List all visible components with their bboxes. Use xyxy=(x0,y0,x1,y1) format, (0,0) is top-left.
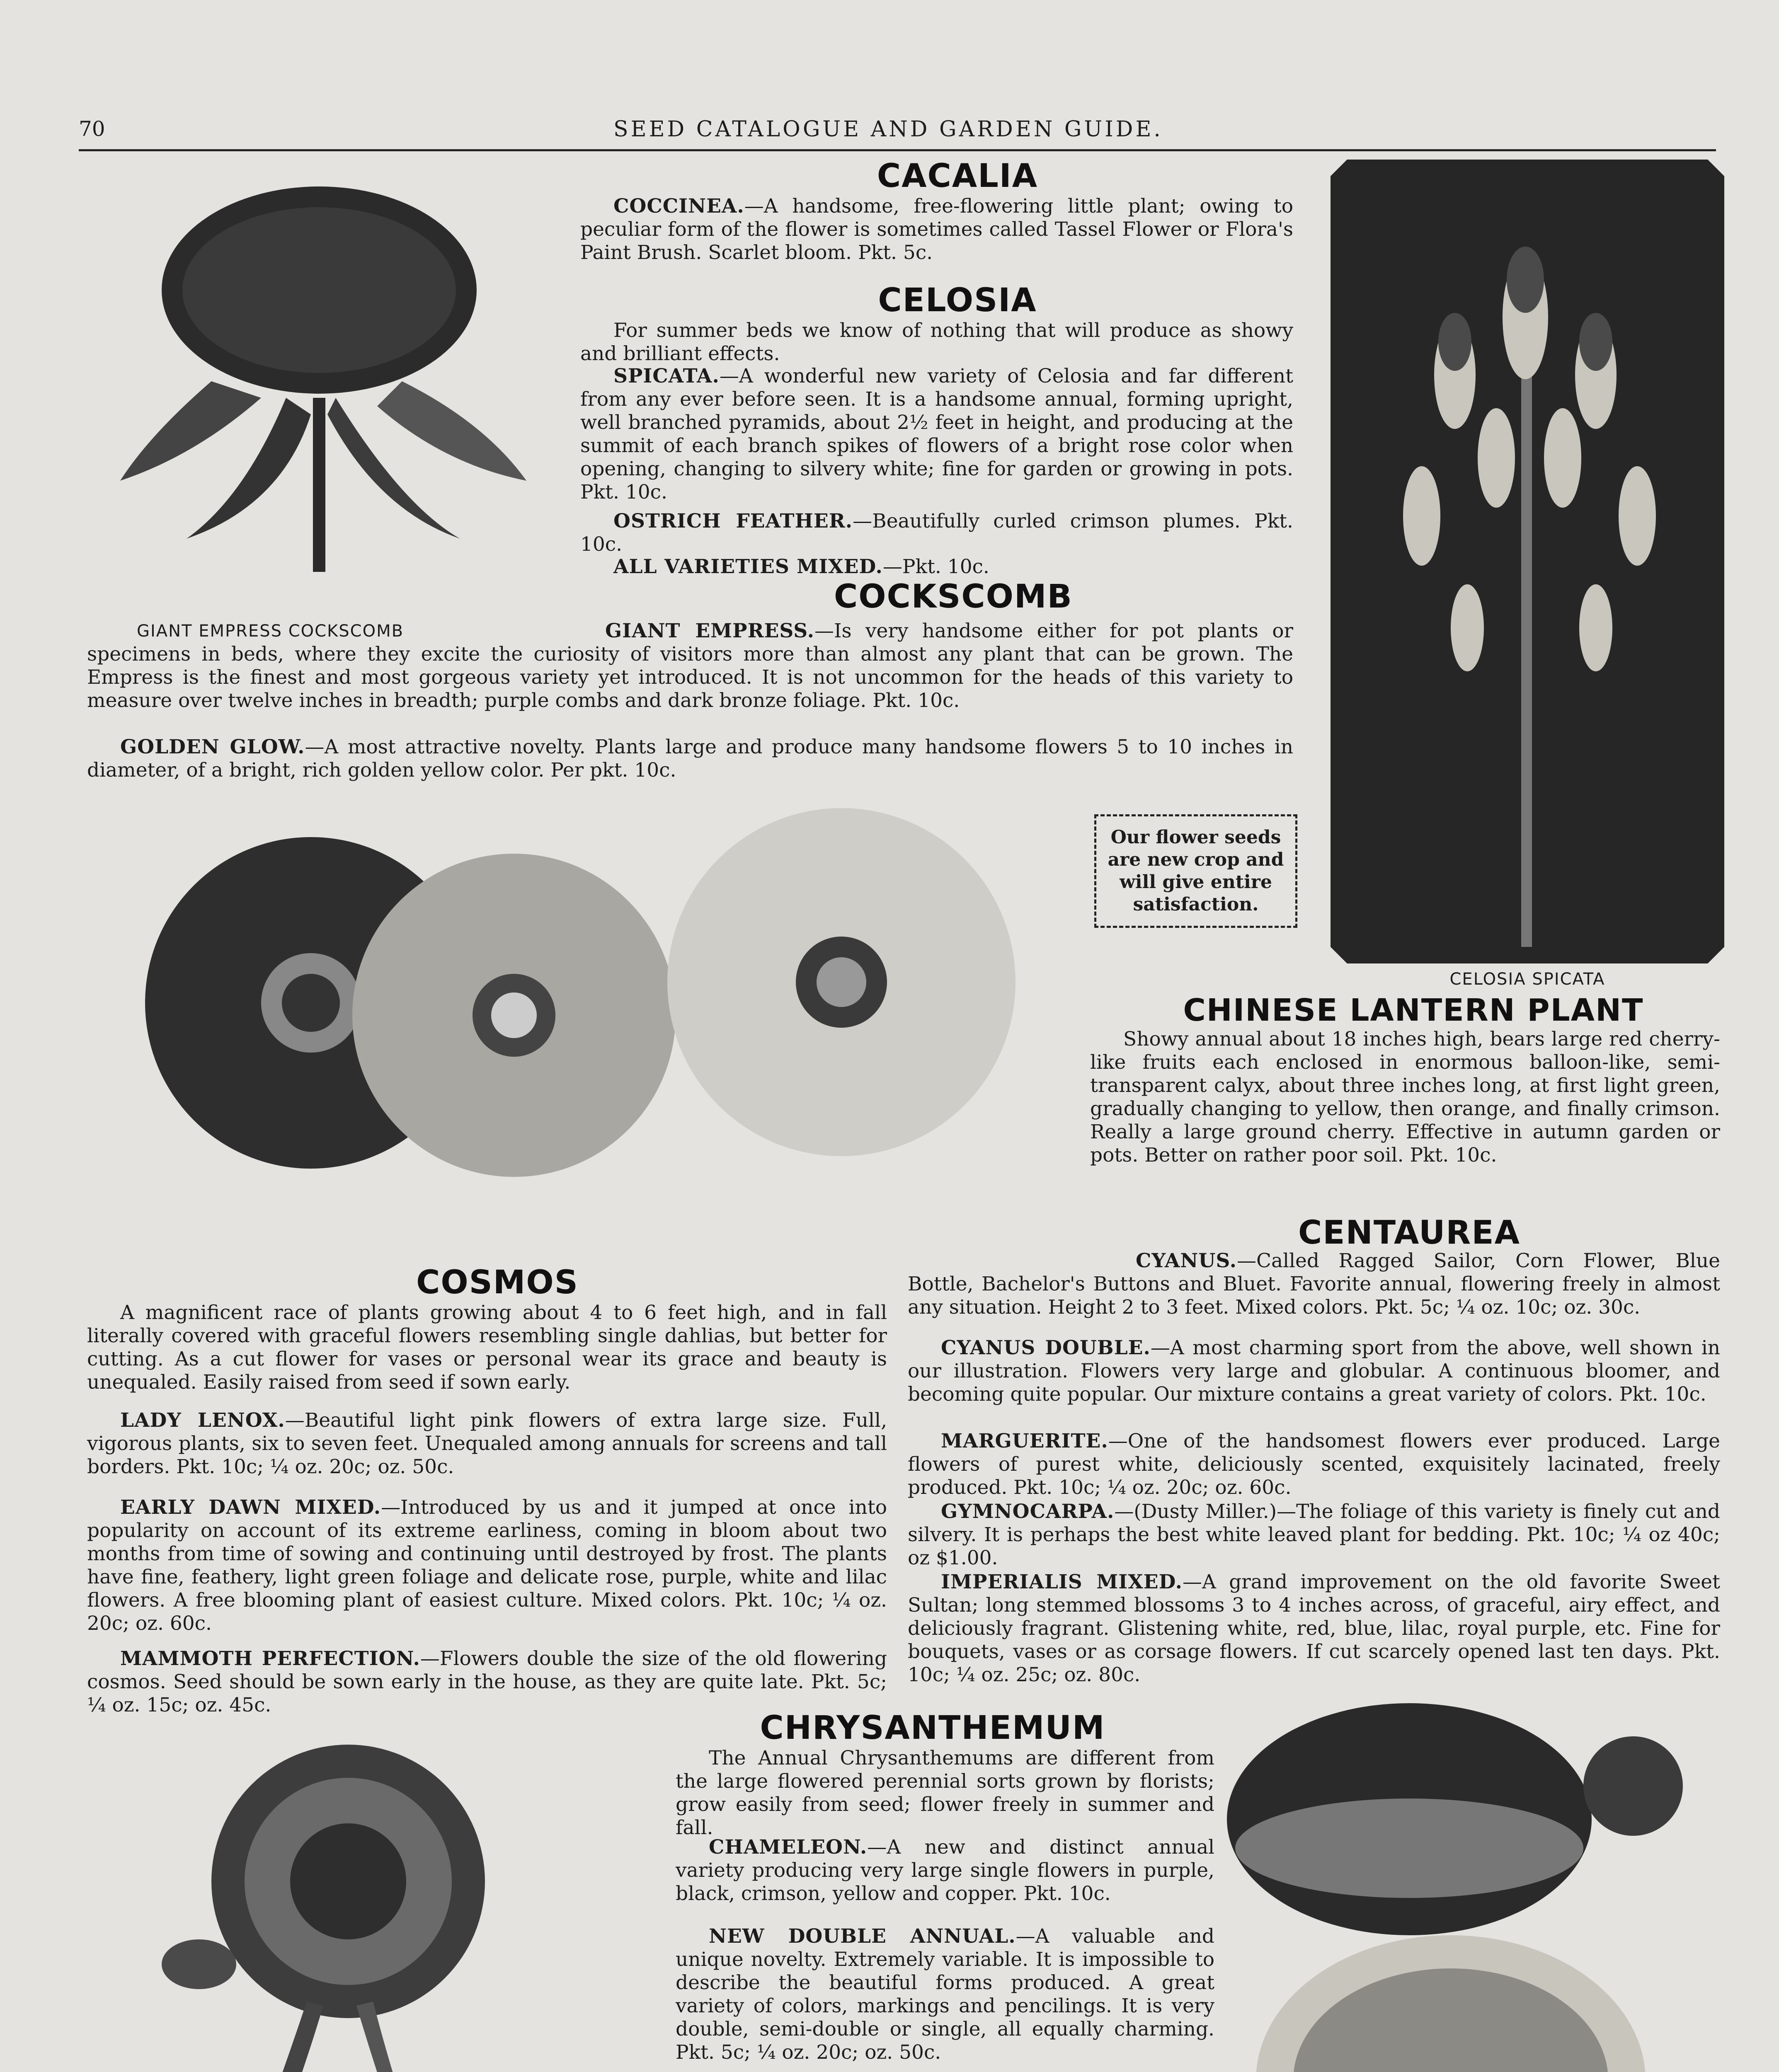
centaurea-heading: CENTAUREA xyxy=(1298,1214,1520,1251)
double-annual-chrysanthemums-illustration xyxy=(1219,1691,1724,2072)
chrysanthemum-intro: The Annual Chrysanthemums are different from the large flowered perennial sorts grown by florists; grow easily from seed; flower freely in summer and fall. xyxy=(676,1747,1214,1839)
cacalia-heading: CACALIA xyxy=(877,157,1038,195)
cockscomb-giant-empress: GIANT EMPRESS.—Is very handsome either for pot plants or specimens in beds, where they excite the curiosity of visitors more than almost any plant that can be grown. The Empress is the finest and most gorgeous variety yet introduced. It is not uncommon for the heads of this variety to measure over twelve inches in breadth; purple combs and dark bronze foliage. Pkt. 10c. xyxy=(87,620,1293,712)
celosia-spicata-illustration xyxy=(1331,160,1724,963)
page-number: 70 xyxy=(79,117,105,141)
giant-empress-cockscomb-illustration xyxy=(87,166,576,613)
cosmos-heading: COSMOS xyxy=(416,1264,579,1301)
page-header-title: SEED CATALOGUE AND GARDEN GUIDE. xyxy=(613,117,1163,142)
celosia-intro: For summer beds we know of nothing that will produce as showy and brilliant effects. xyxy=(580,319,1293,365)
header-rule xyxy=(79,149,1716,151)
cosmos-mammoth-perfection: MAMMOTH PERFECTION.—Flowers double the size of the old flowering cosmos. Seed should be sown early in the house, as they are quite late. Pkt. 5c; ¼ oz. 15c; oz. 45c. xyxy=(87,1647,887,1716)
cockscomb-golden-glow: GOLDEN GLOW.—A most attractive novelty. Plants large and produce many handsome flowers 5 to 10 inches in diameter, of a bright, rich golden yellow color. Per pkt. 10c. xyxy=(87,736,1294,782)
double-centaurea-illustration xyxy=(91,1732,589,2072)
cacalia-coccinea: COCCINEA.—A handsome, free-flowering little plant; owing to peculiar form of the flower is sometimes called Tassel Flower or Flora's Paint Brush. Scarlet bloom. Pkt. 5c. xyxy=(580,195,1293,264)
celosia-heading: CELOSIA xyxy=(878,282,1037,319)
cosmos-intro: A magnificent race of plants growing about 4 to 6 feet high, and in fall literally covered with graceful flowers resembling single dahlias, but better for cutting. As a cut flower for vases or personal wear its grace and beauty is unequaled. Easily raised from seed if sown early. xyxy=(87,1301,887,1394)
chrysanthemum-new-double: NEW DOUBLE ANNUAL.—A valuable and unique novelty. Extremely variable. It is impossible to describe the beautiful forms produced. A great variety of colors, markings and pencilings. It is very double, semi-double or single, all equally charming. Pkt. 5c; ¼ oz. 20c; oz. 50c. xyxy=(676,1925,1214,2064)
centaurea-imperialis: IMPERIALIS MIXED.—A grand improvement on the old favorite Sweet Sultan; long stemmed blossoms 3 to 4 inches across, of graceful, airy effect, and deliciously fragrant. Glistening white, red, blue, lilac, royal purple, etc. Fine for bouquets, vases or as corsage flowers. If cut scarcely opened last ten days. Pkt. 10c; ¼ oz. 25c; oz. 80c. xyxy=(908,1571,1720,1686)
celosia-ostrich-feather: OSTRICH FEATHER.—Beautifully curled crimson plumes. Pkt. 10c. xyxy=(580,510,1294,556)
chinese-lantern-text: Showy annual about 18 inches high, bears large red cherry-like fruits each enclosed in enormous balloon-like, semi-transparent calyx, about three inches long, at first light green, gradually changing to yellow, then orange, and finally crimson. Really a large ground cherry. Effective in autumn garden or pots. Better on rather poor soil. Pkt. 10c. xyxy=(1090,1028,1720,1167)
cosmos-flowers-illustration xyxy=(95,808,1069,1268)
chrysanthemum-heading: CHRYSANTHEMUM xyxy=(760,1709,1105,1747)
centaurea-cyanus: CYANUS.—Called Ragged Sailor, Corn Flower, Blue Bottle, Bachelor's Buttons and Bluet. Favorite annual, flowering freely in almost any situation. Height 2 to 3 feet. Mixed colors. Pkt. 5c; ¼ oz. 10c; oz. 30c. xyxy=(908,1249,1720,1319)
cosmos-early-dawn: EARLY DAWN MIXED.—Introduced by us and it jumped at once into popularity on account of its extreme earliness, coming in bloom about two months from time of sowing and continuing until destroyed by frost. The plants have fine, feathery, light green foliage and delicate rose, purple, white and lilac flowers. A free blooming plant of easiest culture. Mixed colors. Pkt. 10c; ¼ oz. 20c; oz. 60c. xyxy=(87,1496,887,1635)
chinese-lantern-heading: CHINESE LANTERN PLANT xyxy=(1183,992,1644,1028)
centaurea-gymnocarpa: GYMNOCARPA.—(Dusty Miller.)—The foliage of this variety is finely cut and silvery. It is perhaps the best white leaved plant for bedding. Pkt. 10c; ¼ oz 40c; oz $1.00. xyxy=(908,1500,1720,1569)
centaurea-marguerite: MARGUERITE.—One of the handsomest flowers ever produced. Large flowers of purest white, deliciously scented, exquisitely lacinated, freely produced. Pkt. 10c; ¼ oz. 20c; oz. 60c. xyxy=(908,1430,1720,1499)
cosmos-lady-lenox: LADY LENOX.—Beautiful light pink flowers of extra large size. Full, vigorous plants, six to seven feet. Unequaled among annuals for screens and tall borders. Pkt. 10c; ¼ oz. 20c; oz. 50c. xyxy=(87,1409,887,1478)
celosia-all-varieties: ALL VARIETIES MIXED.—Pkt. 10c. xyxy=(613,555,989,578)
cockscomb-heading: COCKSCOMB xyxy=(834,578,1073,615)
centaurea-cyanus-double: CYANUS DOUBLE.—A most charming sport from the above, well shown in our illustration. Flowers very large and globular. A continuous bloomer, and becoming quite popular. Our mixture contains a great variety of colors. Pkt. 10c. xyxy=(908,1336,1720,1406)
celosia-spicata: SPICATA.—A wonderful new variety of Celosia and far different from any ever before seen. It is a handsome annual, forming upright, well branched pyramids, about 2½ feet in height, and producing at the summit of each branch spikes of flowers of a bright rose color when opening, changing to silvery white; fine for garden or growing in pots. Pkt. 10c. xyxy=(580,365,1293,503)
chrysanthemum-chameleon: CHAMELEON.—A new and distinct annual variety producing very large single flowers in purple, black, crimson, yellow and copper. Pkt. 10c. xyxy=(676,1836,1214,1905)
celosia-spicata-caption: CELOSIA SPICATA xyxy=(1449,970,1605,989)
cockscomb-image-caption: GIANT EMPRESS COCKSCOMB xyxy=(137,622,404,641)
flower-seeds-notice: Our flower seeds are new crop and will give entire satisfaction. xyxy=(1094,814,1297,928)
